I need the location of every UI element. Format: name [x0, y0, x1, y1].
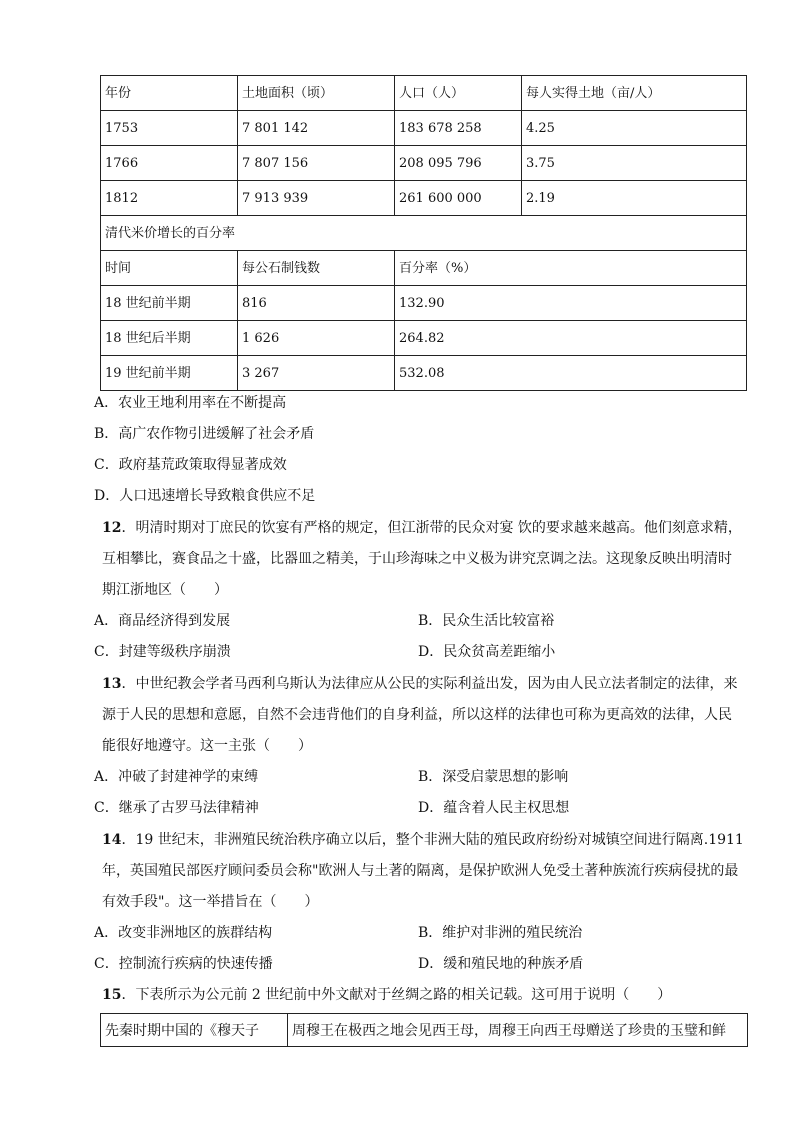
table-header-cell: 每人实得土地（亩/人） — [522, 76, 747, 111]
table-cell: 3 267 — [238, 356, 395, 391]
table-cell: 208 095 796 — [395, 146, 522, 181]
table-row — [101, 181, 747, 216]
silk-road-table — [100, 1013, 748, 1047]
table-subtitle: 清代米价增长的百分率 — [101, 216, 747, 251]
q13-stem-text: ．中世纪教会学者马西利乌斯认为法律应从公民的实际利益出发，因为由人民立法者制定的法律，来 — [121, 676, 738, 692]
q14-stem-line: 年，英国殖民部医疗顾问委员会称"欧洲人与土著的隔离，是保护欧洲人免受土著种族流行疾病侵扰的最 — [102, 863, 739, 879]
table-cell: 7 913 939 — [238, 181, 395, 216]
table-cell: 18 世纪后半期 — [101, 321, 238, 356]
q14-option-c[interactable]: C．控制流行疾病的快速传播 — [94, 956, 273, 972]
table-cell: 261 600 000 — [395, 181, 522, 216]
table-row — [101, 286, 747, 321]
q12-option-b[interactable]: B．民众生活比较富裕 — [418, 613, 555, 629]
q14-stem-text: ．19 世纪末，非洲殖民统治秩序确立以后，整个非洲大陆的殖民政府纷纷对城镇空间进行隔离.1911 — [121, 832, 744, 848]
question-number: 12 — [102, 520, 122, 536]
q14-option-d[interactable]: D．缓和殖民地的种族矛盾 — [418, 956, 584, 972]
table-cell: 先秦时期中国的《穆天子 — [101, 1014, 288, 1047]
q11-option-c[interactable]: C．政府基荒政策取得显著成效 — [94, 457, 287, 473]
q13-option-a[interactable]: A．冲破了封建神学的束缚 — [94, 769, 259, 785]
q12-stem-line: 互相攀比，赛食品之十盛，比器皿之精美，于山珍海味之中义极为讲究烹调之法。这现象反映出明清时 — [102, 551, 732, 567]
table-row — [101, 111, 747, 146]
table-cell: 816 — [238, 286, 395, 321]
q14-stem-line: 有效手段"。这一举措旨在（ ） — [102, 894, 319, 910]
table-cell: 183 678 258 — [395, 111, 522, 146]
statistics-table — [100, 75, 747, 391]
table-cell: 周穆王在极西之地会见西王母，周穆王向西王母赠送了珍贵的玉璧和鲜 — [288, 1014, 748, 1047]
table-cell: 532.08 — [395, 356, 747, 391]
q12-stem-line: 期江浙地区（ ） — [102, 582, 228, 598]
q13-stem-line — [102, 677, 737, 691]
table-row — [101, 356, 747, 391]
q13-option-c[interactable]: C．继承了古罗马法律精神 — [94, 800, 259, 816]
table-header-cell: 年份 — [101, 76, 238, 111]
table-cell: 19 世纪前半期 — [101, 356, 238, 391]
table-header-cell: 百分率（%） — [395, 251, 747, 286]
table-cell: 1812 — [101, 181, 238, 216]
q13-option-b[interactable]: B．深受启蒙思想的影响 — [418, 769, 569, 785]
table-cell: 18 世纪前半期 — [101, 286, 238, 321]
q13-option-d[interactable]: D．蕴含着人民主权思想 — [418, 800, 570, 816]
q13-stem-line: 能很好地遵守。这一主张（ ） — [102, 738, 312, 754]
table-header-row — [101, 76, 747, 111]
table-header-cell: 人口（人） — [395, 76, 522, 111]
table-cell: 7 801 142 — [238, 111, 395, 146]
table-cell: 3.75 — [522, 146, 747, 181]
table-cell: 4.25 — [522, 111, 747, 146]
question-number: 14 — [102, 832, 122, 848]
question-number: 13 — [102, 676, 122, 692]
q14-stem-line — [102, 833, 744, 847]
table-cell: 7 807 156 — [238, 146, 395, 181]
table-cell: 1 626 — [238, 321, 395, 356]
q12-option-d[interactable]: D．民众贫高差距缩小 — [418, 644, 556, 660]
q14-option-a[interactable]: A．改变非洲地区的族群结构 — [94, 925, 273, 941]
table-subtitle-row — [101, 216, 747, 251]
q11-option-d[interactable]: D．人口迅速增长导致粮食供应不足 — [94, 488, 316, 504]
table-header-cell: 土地面积（顷） — [238, 76, 395, 111]
q12-stem-text: ．明清时期对丁庶民的饮宴有严格的规定，但江浙带的民众对宴 饮的要求越来越高。他们刻意求精， — [121, 520, 742, 536]
q12-option-a[interactable]: A．商品经济得到发展 — [94, 613, 231, 629]
q14-option-b[interactable]: B．维护对非洲的殖民统治 — [418, 925, 583, 941]
table-row — [101, 146, 747, 181]
table-cell: 264.82 — [395, 321, 747, 356]
table-header-cell: 时间 — [101, 251, 238, 286]
q12-stem-line — [102, 521, 742, 535]
table-row — [101, 321, 747, 356]
table-cell: 1766 — [101, 146, 238, 181]
q12-option-c[interactable]: C．封建等级秩序崩溃 — [94, 644, 231, 660]
table-cell: 132.90 — [395, 286, 747, 321]
table-cell: 2.19 — [522, 181, 747, 216]
q11-option-a[interactable]: A．农业王地利用率在不断提高 — [94, 395, 287, 411]
table-subheader-row — [101, 251, 747, 286]
q15-stem-line — [102, 988, 671, 1002]
table-header-cell: 每公石制钱数 — [238, 251, 395, 286]
q11-option-b[interactable]: B．高广农作物引进缓解了社会矛盾 — [94, 426, 315, 442]
q13-stem-line: 源于人民的思想和意愿，自然不会违背他们的自身利益，所以这样的法律也可称为更高效的法律，人民 — [102, 707, 732, 723]
table-cell: 1753 — [101, 111, 238, 146]
table-row — [101, 1014, 748, 1047]
question-number: 15 — [102, 987, 122, 1003]
q15-stem-text: ．下表所示为公元前 2 世纪前中外文献对于丝绸之路的相关记载。这可用于说明（ ） — [121, 987, 672, 1003]
